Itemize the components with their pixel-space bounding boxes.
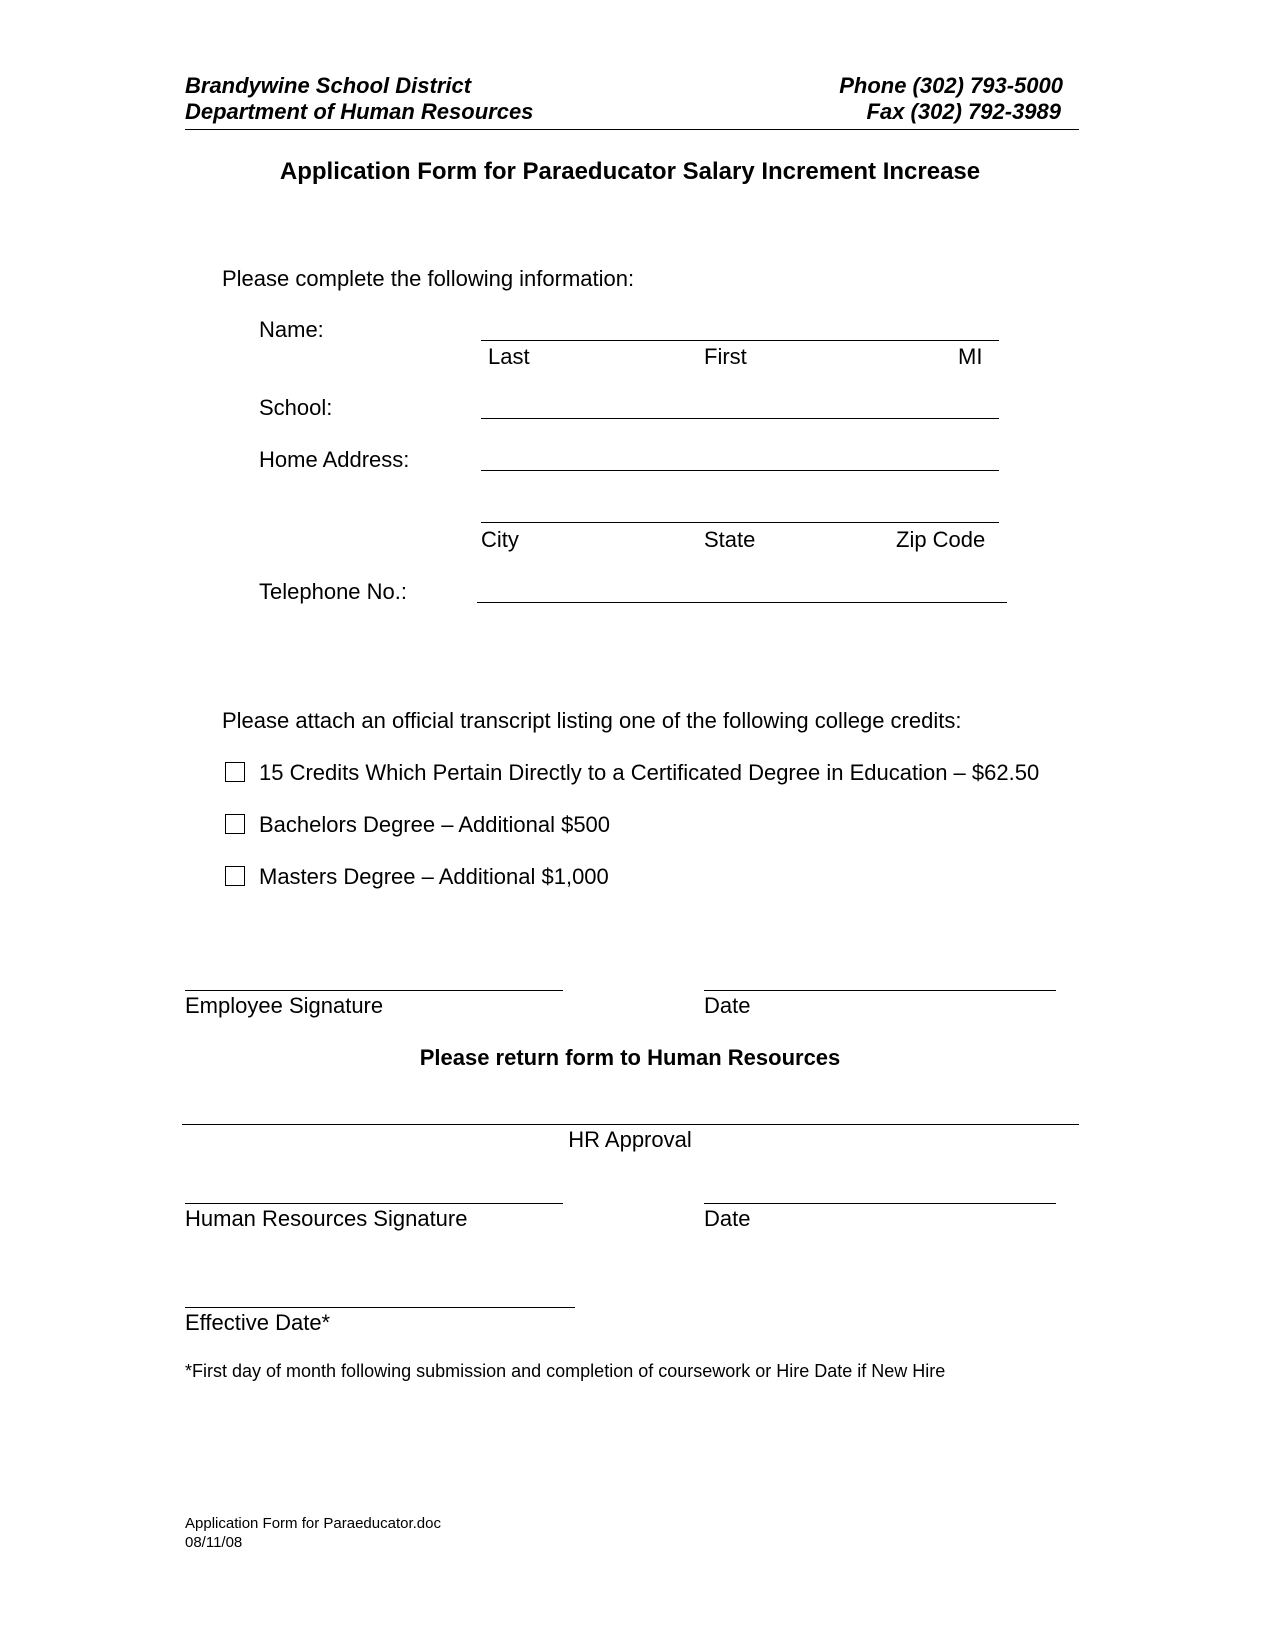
department-name: Department of Human Resources [185,99,534,124]
address-city-line[interactable] [481,522,999,523]
name-label: Name: [259,317,324,342]
return-note: Please return form to Human Resources [419,1045,841,1070]
employee-signature-caption: Employee Signature [185,993,384,1018]
telephone-input-line[interactable] [477,602,1007,603]
credit-option-checkbox-bachelors[interactable] [225,814,245,834]
info-intro: Please complete the following information: [222,266,635,291]
zip-code-caption: Zip Code [896,527,986,552]
school-input-line[interactable] [481,418,999,419]
hr-approval-heading: HR Approval [568,1127,692,1152]
hr-signature-line[interactable] [185,1203,563,1204]
header-rule [185,129,1079,130]
footer-filename: Application Form for Paraeducator.doc [185,1515,441,1532]
employee-date-caption: Date [704,993,751,1018]
employee-signature-line[interactable] [185,990,563,991]
credit-option-label-bachelors: Bachelors Degree – Additional $500 [259,812,611,837]
address-street-line[interactable] [481,470,999,471]
name-mi-caption: MI [958,344,983,369]
home-address-label: Home Address: [259,447,410,472]
fax-number: Fax (302) 792-3989 [866,99,1061,124]
hr-date-line[interactable] [704,1203,1056,1204]
credit-option-checkbox-masters[interactable] [225,866,245,886]
credit-option-checkbox-15-credits[interactable] [225,762,245,782]
telephone-label: Telephone No.: [259,579,407,604]
credit-option-label-15-credits: 15 Credits Which Pertain Directly to a Certificated Degree in Education – $62.50 [259,760,1040,785]
form-title: Application Form for Paraeducator Salary Increment Increase [279,158,981,185]
employee-date-line[interactable] [704,990,1056,991]
city-caption: City [481,527,519,552]
state-caption: State [704,527,756,552]
district-name: Brandywine School District [185,73,472,98]
credit-option-label-masters: Masters Degree – Additional $1,000 [259,864,609,889]
effective-date-line[interactable] [185,1307,575,1308]
hr-signature-caption: Human Resources Signature [185,1206,468,1231]
name-first-caption: First [704,344,747,369]
hr-approval-rule [182,1124,1079,1125]
name-last-caption: Last [488,344,530,369]
phone-number: Phone (302) 793-5000 [839,73,1063,98]
credits-intro: Please attach an official transcript listing one of the following college credits: [222,708,962,733]
name-input-line[interactable] [481,340,999,341]
effective-date-caption: Effective Date* [185,1310,331,1335]
footnote: *First day of month following submission and completion of coursework or Hire Date if New Hire [185,1361,946,1381]
school-label: School: [259,395,333,420]
footer-date: 08/11/08 [185,1534,243,1551]
hr-date-caption: Date [704,1206,751,1231]
